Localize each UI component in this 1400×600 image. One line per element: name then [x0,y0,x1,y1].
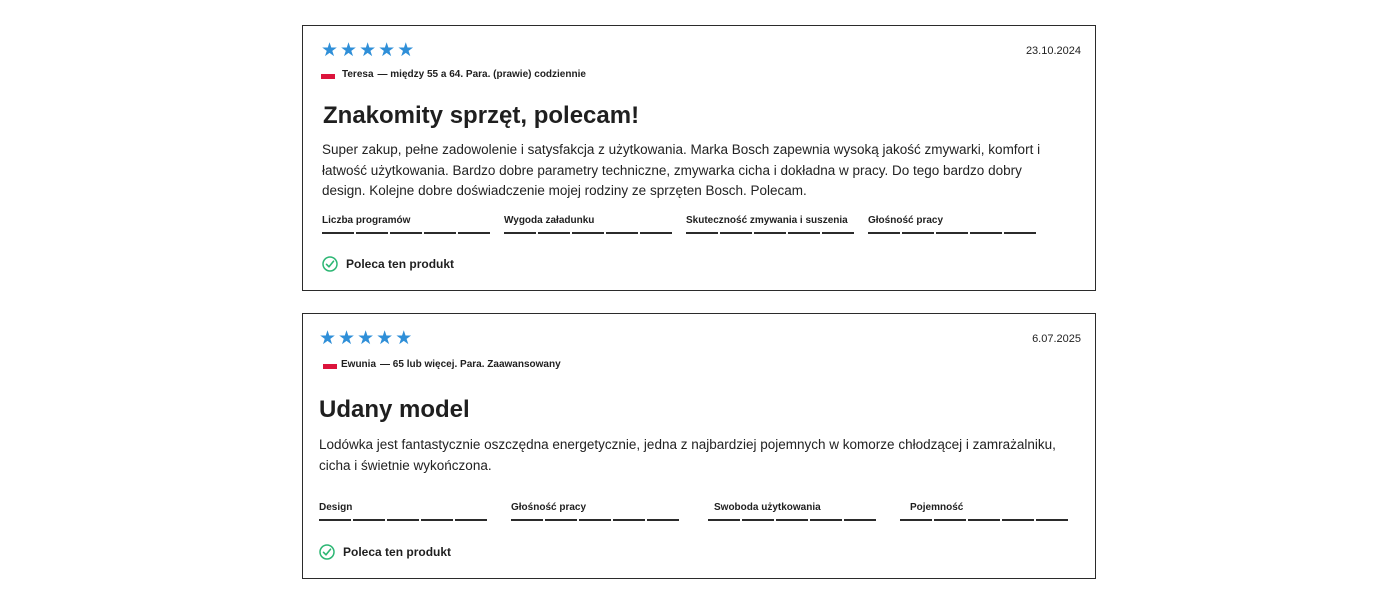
poland-flag-icon [321,70,335,79]
star-icon: ★ [319,327,337,349]
review-card [302,25,1096,291]
rating-segments [708,519,900,521]
rating-segments [511,519,708,521]
rating-bars [319,502,1082,521]
rating-segments [686,232,868,234]
review-body: Super zakup, pełne zadowolenie i satysfakcja z użytkowania. Marka Bosch zapewnia wysoką jakość zmywarki, komfort i łatwość użytkowania. Bardzo dobre parametry techniczne, zmywarka cicha i dokładna w pracy. Do tego bardzo dobry design. Kolejne dobre doświadczenie mojej rodziny ze sprzęten Bosch. Polecam. [322,142,1041,198]
recommend-badge [319,544,451,560]
author-details: — między 55 a 64. Para. (prawie) codziennie [377,69,586,80]
author-name: Teresa [342,69,374,80]
rating-segments [868,232,1050,234]
review-author [323,359,561,370]
rating-item [686,215,868,234]
star-icon: ★ [376,327,394,349]
star-icon: ★ [378,39,396,61]
review-title: Znakomity sprzęt, polecam! [323,102,640,129]
star-rating [321,40,414,60]
author-details: — 65 lub więcej. Para. Zaawansowany [380,359,561,370]
review-date: 23.10.2024 [1025,45,1081,57]
review-card [302,313,1096,579]
rating-label: Design [319,502,353,513]
review-date: 6.07.2025 [1032,333,1081,345]
review-title: Udany model [319,396,470,423]
poland-flag-icon [323,360,337,369]
check-circle-icon [322,256,338,272]
recommend-badge [322,256,454,272]
review-author [321,69,586,80]
star-icon: ★ [357,327,375,349]
star-rating [319,328,412,348]
rating-label: Głośność pracy [511,502,587,513]
check-circle-icon [319,544,335,560]
rating-bars [322,215,1050,234]
review-body: Lodówka jest fantastycznie oszczędna energetycznie, jedna z najbardziej pojemnych w komorze chłodzącej i zamrażalniku, cicha i świetnie wykończona. [319,437,1056,473]
author-name: Ewunia [341,359,377,370]
rating-segments [322,232,504,234]
rating-item [322,215,504,234]
rating-item [868,215,1050,234]
rating-segments [900,519,1082,521]
rating-item [504,215,686,234]
rating-item [511,502,708,521]
rating-item [319,502,511,521]
rating-item [708,502,900,521]
rating-segments [504,232,686,234]
star-icon: ★ [395,327,413,349]
recommend-text: Poleca ten produkt [343,545,452,559]
star-icon: ★ [321,39,339,61]
star-icon: ★ [359,39,377,61]
rating-label: Głośność pracy [868,215,944,226]
rating-label: Liczba programów [322,215,411,226]
rating-label: Pojemność [910,502,964,513]
star-icon: ★ [340,39,358,61]
rating-label: Wygoda załadunku [504,215,595,226]
star-icon: ★ [397,39,415,61]
rating-label: Skuteczność zmywania i suszenia [686,215,848,226]
star-icon: ★ [338,327,356,349]
rating-item [900,502,1082,521]
rating-label: Swoboda użytkowania [714,502,821,513]
recommend-text: Poleca ten produkt [346,257,455,271]
rating-segments [319,519,511,521]
